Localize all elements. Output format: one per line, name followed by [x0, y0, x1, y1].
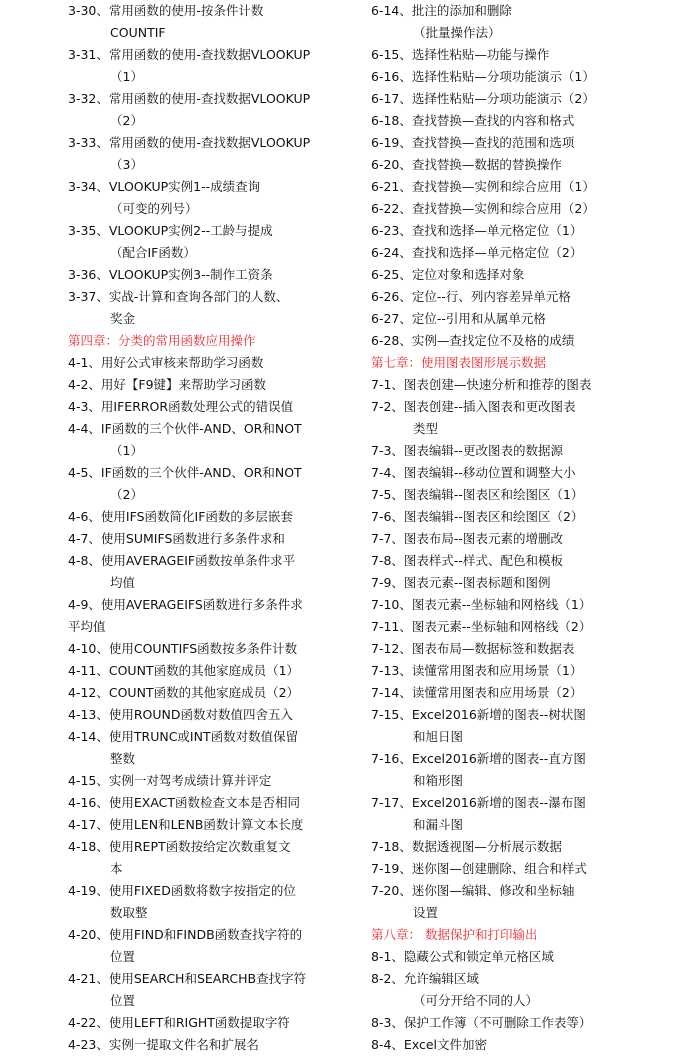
toc-item-continuation: 本: [110, 861, 123, 876]
toc-item: 6-23、查找和选择—单元格定位（1）: [371, 223, 583, 238]
toc-item: 4-16、使用EXACT函数检查文本是否相同: [68, 795, 301, 810]
toc-item: 8-3、保护工作簿（不可删除工作表等）: [371, 1015, 592, 1030]
toc-item-continuation: （1）: [110, 443, 143, 458]
toc-item: 4-12、COUNT函数的其他家庭成员（2）: [68, 685, 300, 700]
toc-item: 7-8、图表样式--样式、配色和模板: [371, 553, 563, 568]
toc-item: 4-1、用好公式审核来帮助学习函数: [68, 355, 264, 370]
toc-item-continuation: （配合IF函数）: [110, 245, 196, 260]
toc-item: 4-19、使用FIXED函数将数字按指定的位: [68, 883, 296, 898]
toc-item: 7-5、图表编辑--图表区和绘图区（1）: [371, 487, 584, 502]
toc-item: 6-25、定位对象和选择对象: [371, 267, 525, 282]
toc-item: 3-36、VLOOKUP实例3--制作工资条: [68, 267, 273, 282]
toc-item: 6-14、批注的添加和删除: [371, 3, 512, 18]
toc-item: 3-32、常用函数的使用-查找数据VLOOKUP: [68, 91, 311, 106]
toc-item: 6-24、查找和选择—单元格定位（2）: [371, 245, 583, 260]
toc-item-continuation: （可变的列号）: [110, 201, 198, 216]
toc-item-continuation: 整数: [110, 751, 136, 766]
toc-item: 6-18、查找替换—查找的内容和格式: [371, 113, 575, 128]
toc-item: 4-2、用好【F9键】来帮助学习函数: [68, 377, 267, 392]
toc-item: 4-21、使用SEARCH和SEARCHB查找字符: [68, 971, 307, 986]
toc-item: 4-9、使用AVERAGEIFS函数进行多条件求: [68, 597, 303, 612]
toc-item: 4-23、实例一提取文件名和扩展名: [68, 1037, 259, 1052]
toc-item-continuation: （1）: [110, 69, 143, 84]
toc-item: 7-11、图表元素--坐标轴和网格线（2）: [371, 619, 592, 634]
toc-item: 4-22、使用LEFT和RIGHT函数提取字符: [68, 1015, 290, 1030]
toc-item: 6-27、定位--引用和从属单元格: [371, 311, 546, 326]
toc-item: 7-2、图表创建--插入图表和更改图表: [371, 399, 576, 414]
toc-item-continuation: 和旭日图: [413, 729, 464, 744]
toc-item: 7-14、读懂常用图表和应用场景（2）: [371, 685, 583, 700]
chapter-heading: 第四章：分类的常用函数应用操作: [68, 333, 256, 348]
toc-item: 4-14、使用TRUNC或INT函数对数值保留: [68, 729, 299, 744]
toc-item: 7-4、图表编辑--移动位置和调整大小: [371, 465, 576, 480]
toc-item: 6-20、查找替换—数据的替换操作: [371, 157, 562, 172]
toc-item: 6-17、选择性粘贴—分项功能演示（2）: [371, 91, 595, 106]
toc-item-continuation: 均值: [110, 575, 136, 590]
toc-item: 4-10、使用COUNTIFS函数按多条件计数: [68, 641, 298, 656]
toc-item-continuation: 类型: [413, 421, 439, 436]
toc-item: 8-1、隐藏公式和锁定单元格区域: [371, 949, 554, 964]
toc-item: 7-18、数据透视图—分析展示数据: [371, 839, 562, 854]
toc-item: 3-35、VLOOKUP实例2--工龄与提成: [68, 223, 273, 238]
toc-item: 6-15、选择性粘贴—功能与操作: [371, 47, 550, 62]
toc-item-continuation: 位置: [110, 993, 136, 1008]
toc-item: 6-16、选择性粘贴—分项功能演示（1）: [371, 69, 595, 84]
toc-item: 3-37、实战-计算和查询各部门的人数、: [68, 289, 289, 304]
toc-item: 7-1、图表创建—快速分析和推荐的图表: [371, 377, 592, 392]
toc-item-continuation: （2）: [110, 113, 143, 128]
left-toc-column: [68, 0, 360, 1056]
toc-item: 4-17、使用LEN和LENB函数计算文本长度: [68, 817, 304, 832]
toc-item: 6-21、查找替换—实例和综合应用（1）: [371, 179, 595, 194]
toc-item: 4-20、使用FIND和FINDB函数查找字符的: [68, 927, 303, 942]
toc-item: 6-28、实例—查找定位不及格的成绩: [371, 333, 575, 348]
toc-item: 3-30、常用函数的使用-按条件计数: [68, 3, 264, 18]
toc-item: 7-17、Excel2016新增的图表--瀑布图: [371, 795, 586, 810]
toc-item-continuation: 设置: [413, 905, 439, 920]
toc-item: 3-34、VLOOKUP实例1--成绩查询: [68, 179, 261, 194]
toc-item: 7-15、Excel2016新增的图表--树状图: [371, 707, 586, 722]
toc-item: 4-5、IF函数的三个伙伴-AND、OR和NOT: [68, 465, 302, 480]
toc-item: 4-13、使用ROUND函数对数值四舍五入: [68, 707, 294, 722]
toc-item: 7-20、迷你图—编辑、修改和坐标轴: [371, 883, 575, 898]
toc-item: 4-3、用IFERROR函数处理公式的错误值: [68, 399, 294, 414]
toc-item: 8-2、允许编辑区域: [371, 971, 479, 986]
toc-item-continuation: 数取整: [110, 905, 148, 920]
toc-item: 平均值: [68, 619, 106, 634]
toc-item-continuation: （批量操作法）: [413, 25, 501, 40]
toc-item: 3-33、常用函数的使用-查找数据VLOOKUP: [68, 135, 311, 150]
toc-item: 7-10、图表元素--坐标轴和网格线（1）: [371, 597, 592, 612]
toc-item: 4-6、使用IFS函数简化IF函数的多层嵌套: [68, 509, 293, 524]
toc-item: 4-4、IF函数的三个伙伴-AND、OR和NOT: [68, 421, 302, 436]
toc-item: 7-7、图表布局--图表元素的增删改: [371, 531, 563, 546]
toc-item: 7-6、图表编辑--图表区和绘图区（2）: [371, 509, 584, 524]
toc-item-continuation: （2）: [110, 487, 143, 502]
toc-item: 7-16、Excel2016新增的图表--直方图: [371, 751, 586, 766]
toc-item: 4-7、使用SUMIFS函数进行多条件求和: [68, 531, 285, 546]
toc-item: 6-26、定位--行、列内容差异单元格: [371, 289, 571, 304]
toc-item: 7-12、图表布局—数据标签和数据表: [371, 641, 575, 656]
toc-item: 4-18、使用REPT函数按给定次数重复文: [68, 839, 291, 854]
toc-item-continuation: 和漏斗图: [413, 817, 464, 832]
chapter-heading: 第八章： 数据保护和打印输出: [371, 927, 538, 942]
toc-item: 6-22、查找替换—实例和综合应用（2）: [371, 201, 595, 216]
toc-item: 7-9、图表元素--图表标题和图例: [371, 575, 551, 590]
toc-item-continuation: 奖金: [110, 311, 136, 326]
toc-item: 3-31、常用函数的使用-查找数据VLOOKUP: [68, 47, 311, 62]
right-toc-column: [371, 0, 697, 1056]
toc-item-continuation: COUNTIF: [110, 25, 166, 40]
toc-item-continuation: 和箱形图: [413, 773, 464, 788]
toc-item: 7-13、读懂常用图表和应用场景（1）: [371, 663, 583, 678]
toc-item: 4-8、使用AVERAGEIF函数按单条件求平: [68, 553, 296, 568]
toc-item: 8-4、Excel文件加密: [371, 1037, 488, 1052]
toc-item: 7-19、迷你图—创建删除、组合和样式: [371, 861, 587, 876]
toc-item: 4-15、实例一对驾考成绩计算并评定: [68, 773, 272, 788]
toc-item-continuation: （3）: [110, 157, 143, 172]
toc-item: 6-19、查找替换—查找的范围和选项: [371, 135, 575, 150]
toc-item-continuation: （可分开给不同的人）: [413, 993, 539, 1008]
toc-item: 4-11、COUNT函数的其他家庭成员（1）: [68, 663, 300, 678]
toc-item: 7-3、图表编辑--更改图表的数据源: [371, 443, 563, 458]
toc-item-continuation: 位置: [110, 949, 136, 964]
chapter-heading: 第七章：使用图表图形展示数据: [371, 355, 547, 370]
